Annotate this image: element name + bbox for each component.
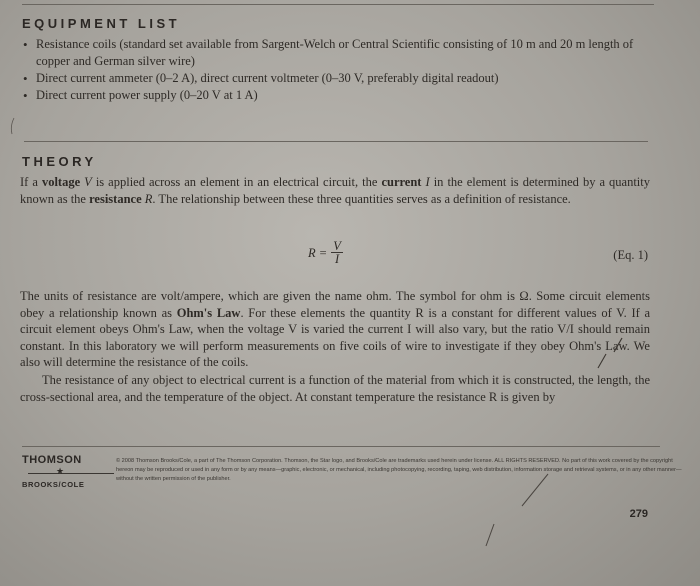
keyword-resistance: resistance	[89, 191, 142, 206]
theory-paragraph-2	[20, 288, 650, 371]
logo-line	[28, 473, 114, 474]
theory-paragraph-3: The resistance of any object to electrical current is a function of the material from which it is constructed, the length, the cross-sectional area, and the temperature of the object. At constant temperature the resistance R is given by	[20, 373, 650, 404]
star-icon: ★	[56, 466, 65, 476]
list-item	[22, 87, 662, 104]
equation-denominator: I	[334, 252, 340, 266]
bullet-icon: •	[23, 37, 28, 52]
equation-numerator: V	[333, 239, 341, 253]
top-rule	[22, 4, 654, 5]
equipment-item-text: Resistance coils (standard set available from Sargent-Welch or Central Scientific consisting of 10 m and 20 m length of copper and German silver wire)	[36, 37, 634, 68]
text-run: . The relationship between these three quantities serves as a definition of resistance.	[152, 191, 571, 206]
text-run: is applied across an element in an electrical circuit, the	[91, 175, 382, 189]
publisher-name-top: THOMSON	[22, 454, 82, 466]
theory-paragraph-1	[20, 174, 650, 207]
equation-fraction	[331, 240, 343, 266]
keyword-current: current	[381, 175, 422, 189]
copyright-notice: © 2008 Thomson Brooks/Cole, a part of The Thomson Corporation. Thomson, the Star logo, and Brooks/Cole are trademarks used herein under license. ALL RIGHTS RESERVED. No part of this work covered by the copyright hereon may be reproduced or used in any form or by any means—graphic, electronic, or mechanical, including photocopying, recording, taping, web distribution, information storage and retrieval systems, or in any other manner—without the written permission of the publisher.	[116, 458, 682, 482]
pen-mark	[486, 524, 494, 546]
list-item	[22, 36, 662, 70]
keyword-voltage: voltage	[41, 175, 81, 189]
text-run: The units of resistance are volt/ampere, which are given the name ohm. The symbol for ohm is Ω. Some circuit elements obey a relationship known as	[20, 289, 650, 320]
bullet-icon: •	[23, 71, 28, 86]
bullet-icon: •	[23, 88, 28, 103]
equipment-item-text: Direct current ammeter (0–2 A), direct current voltmeter (0–30 V, preferably digital readout)	[36, 71, 499, 85]
variable-i: I	[421, 175, 430, 189]
equation-1	[308, 240, 343, 266]
equation-lhs: R =	[308, 245, 328, 260]
equation-label: (Eq. 1)	[613, 248, 648, 262]
keyword-ohms-law: Ohm's Law	[176, 305, 241, 320]
text-run: in the element is determined by a quantity known as the	[20, 175, 651, 206]
equipment-list	[22, 36, 662, 104]
list-item	[22, 70, 662, 87]
pen-mark	[11, 118, 14, 134]
text-run: . For these elements the quantity R is a constant for different values of V. If a circuit element obeys Ohm's Law, when the voltage V is varied the current I will also vary, but the ratio V/I should remain constant. In this laboratory we will perform measurements on five coils of wire to investigate if they obey Ohm's Law. We also will determine the resistance of the coils.	[20, 305, 650, 370]
theory-heading: THEORY	[22, 154, 97, 169]
equipment-list-heading: EQUIPMENT LIST	[22, 16, 181, 31]
variable-v: V	[80, 175, 92, 189]
footer-rule	[22, 446, 660, 447]
section-rule	[24, 141, 648, 142]
text-run: If a	[20, 175, 42, 189]
variable-r: R	[141, 191, 153, 206]
publisher-star-line	[22, 468, 122, 478]
page-number: 279	[629, 508, 648, 520]
equipment-item-text: Direct current power supply (0–20 V at 1 A)	[36, 88, 258, 102]
publisher-logo	[22, 454, 122, 489]
publisher-name-bottom: BROOKS/COLE	[22, 480, 85, 489]
